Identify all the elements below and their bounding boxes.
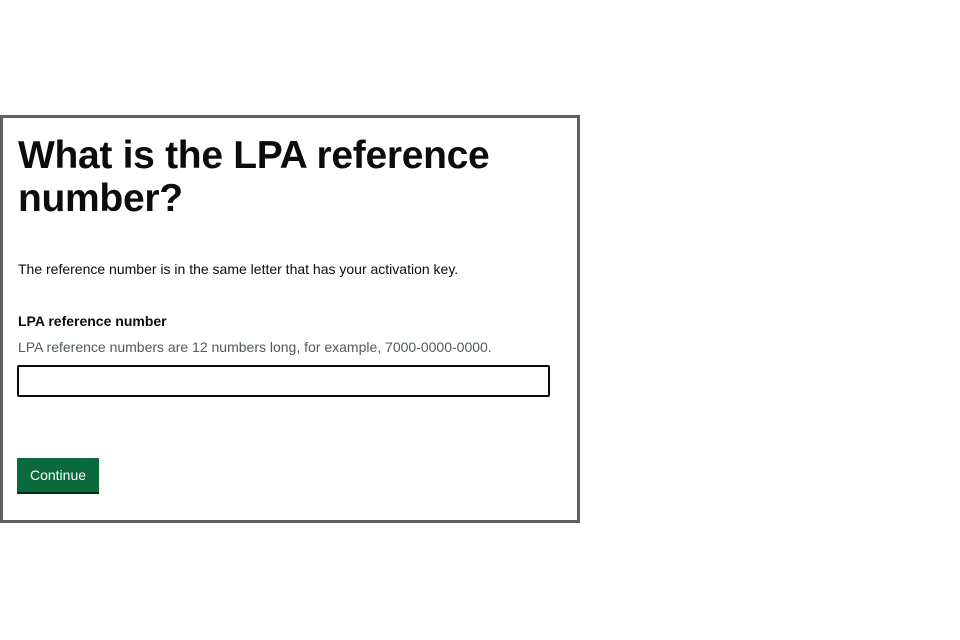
intro-text: The reference number is in the same letter that has your activation key. — [18, 261, 459, 277]
lpa-reference-label: LPA reference number — [18, 313, 167, 329]
page-title: What is the LPA reference number? — [18, 134, 490, 220]
lpa-reference-input[interactable] — [17, 365, 550, 397]
form-panel — [0, 115, 580, 523]
continue-button[interactable]: Continue — [17, 458, 99, 492]
lpa-reference-hint: LPA reference numbers are 12 numbers long, for example, 7000-0000-0000. — [18, 339, 492, 355]
